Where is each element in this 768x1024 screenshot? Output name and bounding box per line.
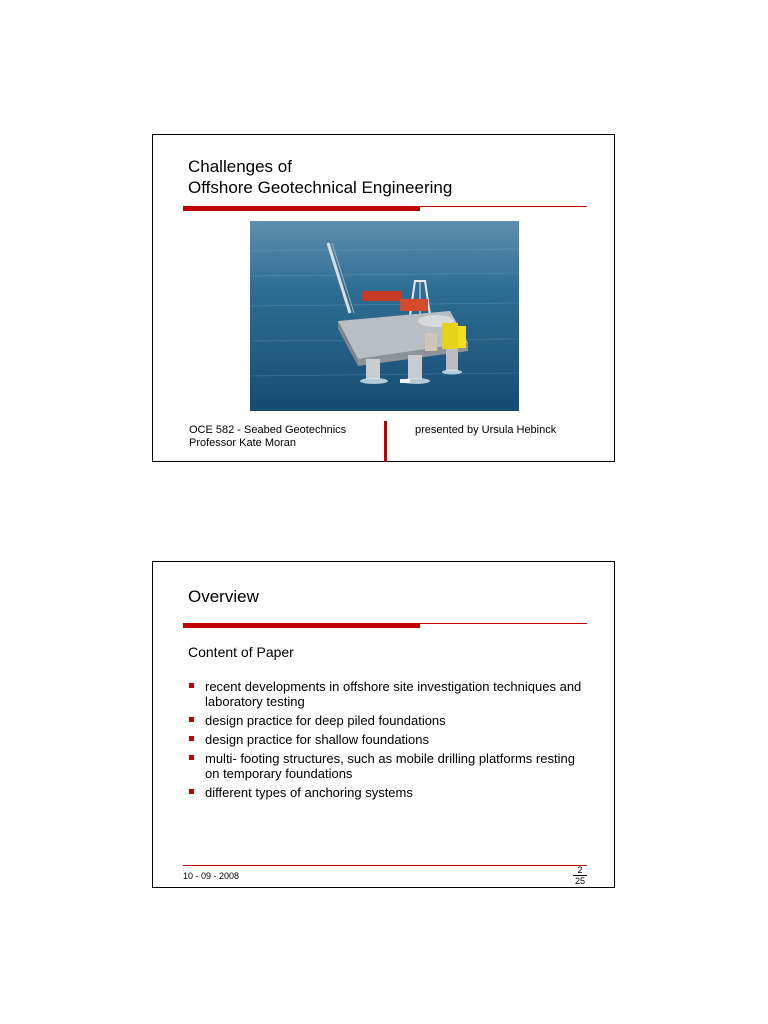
bullet-marker-icon [189, 755, 194, 760]
title-line-2: Offshore Geotechnical Engineering [188, 178, 453, 197]
title-rule-thin [420, 623, 587, 624]
list-item [188, 732, 588, 747]
list-item [188, 785, 588, 800]
list-item-text: multi- footing structures, such as mobile drilling platforms resting on temporary foundations [205, 751, 575, 781]
offshore-platform-photo [250, 221, 519, 411]
title-rule-thin [420, 206, 587, 207]
slide-title-heading [188, 156, 452, 198]
footer-course: OCE 582 - Seabed Geotechnics [189, 424, 347, 436]
bullet-marker-icon [189, 789, 194, 794]
bullet-marker-icon [189, 736, 194, 741]
list-item-text: design practice for shallow foundations [205, 732, 430, 747]
title-rule-thick [183, 206, 420, 211]
list-item [188, 679, 588, 709]
bullet-marker-icon [189, 717, 194, 722]
slide-overview-heading: Overview [188, 587, 259, 606]
list-item [188, 751, 588, 781]
footer-divider [384, 421, 387, 462]
list-item-text: recent developments in offshore site investigation techniques and laboratory testing [205, 679, 582, 709]
footer-professor: Professor Kate Moran [189, 437, 296, 449]
content-bullet-list [188, 679, 588, 804]
footer-rule [183, 865, 587, 866]
list-item-text: design practice for deep piled foundations [205, 713, 446, 728]
page-total: 25 [574, 876, 585, 886]
page-number [573, 865, 587, 886]
bullet-marker-icon [189, 683, 194, 688]
slide-date: 10 - 09 - 2008 [183, 871, 240, 881]
slide-title [152, 134, 615, 462]
footer-presenter: presented by Ursula Hebinck [415, 424, 557, 436]
page-current: 2 [573, 865, 587, 876]
content-subheading: Content of Paper [188, 644, 294, 660]
list-item [188, 713, 588, 728]
slide-overview [152, 561, 615, 888]
title-line-1: Challenges of [188, 157, 292, 176]
title-rule-thick [183, 623, 420, 628]
footer-course-info [189, 424, 346, 450]
list-item-text: different types of anchoring systems [205, 785, 413, 800]
